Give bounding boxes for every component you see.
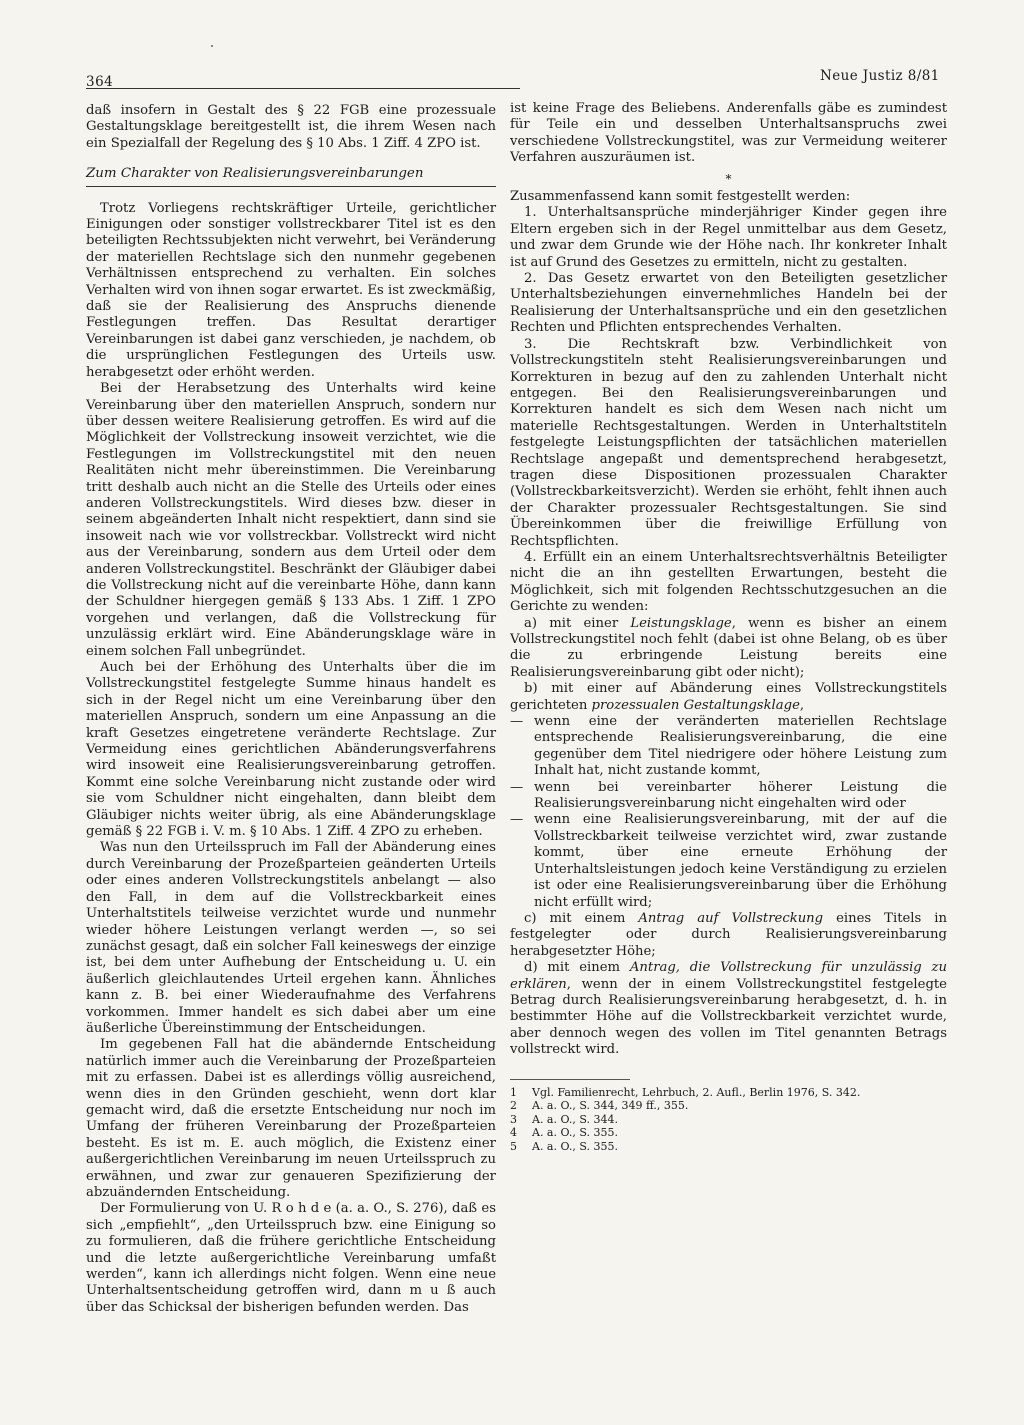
option-d-text: , wenn der in einem Vollstreckungstitel festgelegte Betrag durch Realisierungsvereinbarung herabgesetzt, d. h. in bestimmter Höhe auf die Vollstreckbarkeit verzichtet wurde, aber dennoch wegen des vollen im Titel genannten Betrags vollstreckt wird. (510, 976, 947, 1058)
section-heading: Zum Charakter von Realisierungsvereinbarungen (86, 166, 496, 186)
paragraph: Was nun den Urteilsspruch im Fall der Abänderung eines durch Vereinbarung der Prozeßparteien geänderten Urteils oder eines anderen Vollstreckungstitels anbelangt — also den Fall, in dem auf die Vollstreckbarkeit eines Unterhaltstitels teilweise verzichtet wurde und nunmehr wieder höhere Leistungen verlangt werden —, so sei zunächst gesagt, daß ein solcher Fall keineswegs der einzige ist, bei dem unter Aufhebung der Entscheidung u. U. ein äußerlich gleichlautendes Urteil ergehen kann. Ähnliches kann z. B. bei einer Wiederaufnahme des Verfahrens vorkommen. Immer handelt es sich dabei aber um eine äußerliche Übereinstimmung der Entscheidungen. (86, 840, 496, 1036)
footnote (510, 1099, 947, 1113)
footnote-text: A. a. O., S. 355. (532, 1139, 618, 1153)
summary-intro: Zusammenfassend kann somit festgestellt werden: (510, 189, 851, 205)
option-b-prefix: b) mit einer auf Abänderung eines Vollstreckungstitels gerichteten (510, 681, 947, 713)
option-d (510, 960, 947, 1058)
footnote-number: 5 (510, 1139, 517, 1153)
paragraph: Trotz Vorliegens rechtskräftiger Urteile, gerichtlicher Einigungen oder sonstiger vollstreckbarer Titel ist es den beteiligten Rechtssubjekten nicht verwehrt, bei Veränderung der materiellen Rechtslage sich den nunmehr gegebenen Verhältnissen entsprechend zu verhalten. Ein solches Verhalten wird von ihnen sogar erwartet. Es ist zweckmäßig, daß sie der Realisierung des Anspruchs dienende Festlegungen treffen. Das Resultat derartiger Vereinbarungen ist dabei ganz verschieden, je nachdem, ob die ursprünglichen Festlegungen des Urteils usw. herabgesetzt oder erhöht werden. (86, 200, 496, 380)
header-rule (86, 88, 520, 89)
intro-paragraph: daß insofern in Gestalt des § 22 FGB eine prozessuale Gestaltungsklage bereitgestellt ist, die ihrem Wesen nach ein Spezialfall der Regelung des § 10 Abs. 1 Ziff. 4 ZPO ist. (86, 103, 496, 151)
left-column (86, 103, 496, 1316)
paragraph: Im gegebenen Fall hat die abändernde Entscheidung natürlich immer auch die Vereinbarung der Prozeßparteien mit zu erfassen. Dabei ist es allerdings völlig ausreichend, wenn dies in den Gründen geschieht, wenn dort klar gemacht wird, daß die ersetzte Entscheidung nur noch im Umfang der früheren Vereinbarung der Prozeßparteien besteht. Es ist m. E. auch möglich, die Existenz einer außergerichtlichen Vereinbarung im neuen Urteilsspruch zu erwähnen, und zwar zur genaueren Spezifizierung der abzuändernden Entscheidung. (86, 1037, 496, 1200)
footnote-number: 2 (510, 1099, 517, 1113)
footnote-text: A. a. O., S. 344. (532, 1112, 618, 1126)
summary-point: 4. Erfüllt ein an einem Unterhaltsrechtsverhältnis Beteiligter nicht die an ihn gestellten Erwartungen, besteht die Möglichkeit, sich mit folgenden Rechtsschutzgesuchen an die Gerichte zu wenden: (510, 549, 947, 615)
paragraph: Auch bei der Erhöhung des Unterhalts über die im Vollstreckungstitel festgelegte Summe hinaus handelt es sich in der Regel nicht um eine Vereinbarung über den materiellen Anspruch, sondern um eine Anpassung an die kraft Gesetzes eingetretene veränderte Rechtslage. Zur Vermeidung eines gerichtlichen Abänderungsverfahrens wird insoweit eine Realisierungsvereinbarung getroffen. Kommt eine solche Vereinbarung nicht zustande oder wird sie vom Schuldner nicht eingehalten, dann bleibt dem Gläubiger nichts weiter übrig, als eine Abänderungsklage gemäß § 22 FGB i. V. m. § 10 Abs. 1 Ziff. 4 ZPO zu erheben. (86, 660, 496, 840)
option-b-text: , (799, 697, 805, 713)
footnote-text: A. a. O., S. 344, 349 ff., 355. (532, 1099, 689, 1113)
dash-item-text: wenn bei vereinbarter höherer Leistung die Realisierungsvereinbarung nicht eingehalten wird oder (534, 779, 947, 812)
dash-item-text: wenn eine der veränderten materiellen Rechtslage entsprechende Realisierungsvereinbarung, die eine gegenüber dem Titel niedrigere oder höhere Leistung zum Inhalt hat, nicht zustande kommt, (534, 714, 947, 779)
dash-item-text: wenn eine Realisierungsvereinbarung, mit der auf die Vollstreckbarkeit teilweise verzichtet wird, zwar zustande kommt, über eine erneute Erhöhung der Unterhaltsleistungen jedoch keine Verständigung zu erzielen ist oder eine Realisierungsvereinbarung über die Erhöhung nicht erfüllt wird; (534, 812, 947, 910)
option-a-prefix: a) mit einer (524, 615, 631, 631)
footnote (510, 1113, 947, 1127)
summary-point: 3. Die Rechtskraft bzw. Verbindlichkeit von Vollstreckungstiteln steht Realisierungsvereinbarungen und Korrekturen in bezug auf den zu zahlenden Unterhalt nicht entgegen. Bei den Realisierungsvereinbarungen und Korrekturen handelt es sich dem Wesen nach nicht um materielle Rechtsgestaltungen. Werden in Unterhaltstiteln festgelegte Leistungspflichten der tatsächlichen materiellen Rechtslage angepaßt und dementsprechend herabgesetzt, tragen diese Dispositionen prozessualen Charakter (Vollstreckbarkeitsverzicht). Werden sie erhöht, fehlt ihnen auch der Charakter prozessualer Rechtsgestaltungen. Sie sind Übereinkommen über die freiwillige Erfüllung von Rechtspflichten. (510, 336, 947, 549)
continuation-paragraph: ist keine Frage des Beliebens. Anderenfalls gäbe es zumindest für Teile ein und desselben Unterhaltsanspruchs zwei verschiedene Vollstreckungstitel, was zur Vermeidung weiterer Verfahren auszuräumen ist. (510, 101, 947, 166)
dash-mark: — (510, 779, 524, 795)
dash-item (510, 714, 947, 780)
option-c-prefix: c) mit einem (524, 910, 639, 926)
footnote-text: Vgl. Familienrecht, Lehrbuch, 2. Aufl., Berlin 1976, S. 342. (532, 1085, 861, 1099)
paragraph: Bei der Herabsetzung des Unterhalts wird keine Vereinbarung über den materiellen Anspruch, sondern nur über dessen weitere Realisierung getroffen. Es wird auf die Möglichkeit der Vollstreckung insoweit verzichtet, wie die Festlegungen im Vollstreckungstitel mit den neuen Realitäten nicht mehr übereinstimmen. Die Vereinbarung tritt deshalb auch nicht an die Stelle des Urteils oder eines anderen Vollstreckungstitels. Wird dieses bzw. dieser in seinem abgeänderten Inhalt nicht respektiert, dann sind sie insoweit nach wie vor vollstreckbar. Vollstreckt wird nicht aus der Vereinbarung, sondern aus dem Urteil oder dem anderen Vollstreckungstitel. Beschränkt der Gläubiger dabei die Vollstreckung nicht auf die vereinbarte Höhe, dann kann der Schuldner hiergegen gemäß § 133 Abs. 1 Ziff. 1 ZPO vorgehen und verlangen, daß die Vollstreckung für unzulässig erklärt wird. Eine Abänderungsklage wäre in einem solchen Fall unbegründet. (86, 381, 496, 659)
journal-issue: Neue Justiz 8/81 (820, 68, 940, 84)
option-c-text: eines Titels in festgelegter oder durch Realisierungsvereinbarung herabgesetzter Höhe; (510, 910, 947, 959)
option-b-emphasis: prozessualen Gestaltungsklage (591, 697, 800, 713)
footnote-number: 4 (510, 1126, 517, 1140)
dash-mark: — (510, 714, 524, 730)
option-c-emphasis: Antrag auf Vollstreckung (638, 910, 824, 926)
footnote-number: 3 (510, 1112, 517, 1126)
summary-point: 2. Das Gesetz erwartet von den Beteiligten gesetzlicher Unterhaltsbeziehungen einvernehmliches Handeln bei der Realisierung der Unterhaltsansprüche und ein den gesetzlichen Rechten und Pflichten entsprechendes Verhalten. (510, 271, 947, 336)
heading-gap (86, 191, 496, 201)
paragraph: Der Formulierung von U. R o h d e (a. a. O., S. 276), daß es sich „empfiehlt“, „den Urteilsspruch bzw. eine Einigung so zu formulieren, daß die frühere gerichtliche Entscheidung und die letzte außergerichtliche Vereinbarung umfaßt werden“, kann ich allerdings nicht folgen. Wenn eine neue Unterhaltsentscheidung getroffen wird, dann m u ß auch über das Schicksal der bisherigen befunden werden. Das (86, 1201, 496, 1315)
footnote-rule (510, 1079, 630, 1080)
summary-point: 1. Unterhaltsansprüche minderjähriger Kinder gegen ihre Eltern ergeben sich in der Regel unmittelbar aus dem Gesetz, und zwar dem Grunde wie der Höhe nach. Ihr konkreter Inhalt ist auf Grund des Gesetzes zu ermitteln, nicht zu gestalten. (510, 205, 947, 270)
footnote (510, 1126, 947, 1140)
dash-item (510, 812, 947, 910)
footnote-number: 1 (510, 1085, 517, 1099)
option-c (510, 911, 947, 960)
option-a-text: , wenn es bisher an einem Vollstreckungstitel noch fehlt (dabei ist ohne Belang, ob es über die zu erbringende Leistung bereits eine Realisierungsvereinbarung gibt oder nicht); (510, 615, 947, 680)
right-column (510, 101, 947, 1154)
footnote-text: A. a. O., S. 355. (532, 1126, 618, 1140)
dash-item (510, 780, 947, 813)
option-b (510, 681, 947, 714)
footnote (510, 1140, 947, 1154)
section-separator: * (725, 171, 732, 186)
scan-speck (211, 45, 213, 47)
dash-mark: — (510, 812, 524, 828)
option-d-emphasis: Antrag, die Vollstreckung für unzulässig zu erklären (510, 960, 947, 992)
option-a (510, 616, 947, 682)
footnote (510, 1086, 947, 1100)
option-a-emphasis: Leistungsklage (630, 615, 732, 631)
option-d-prefix: d) mit einem (524, 960, 630, 976)
page-number: 364 (86, 74, 114, 90)
